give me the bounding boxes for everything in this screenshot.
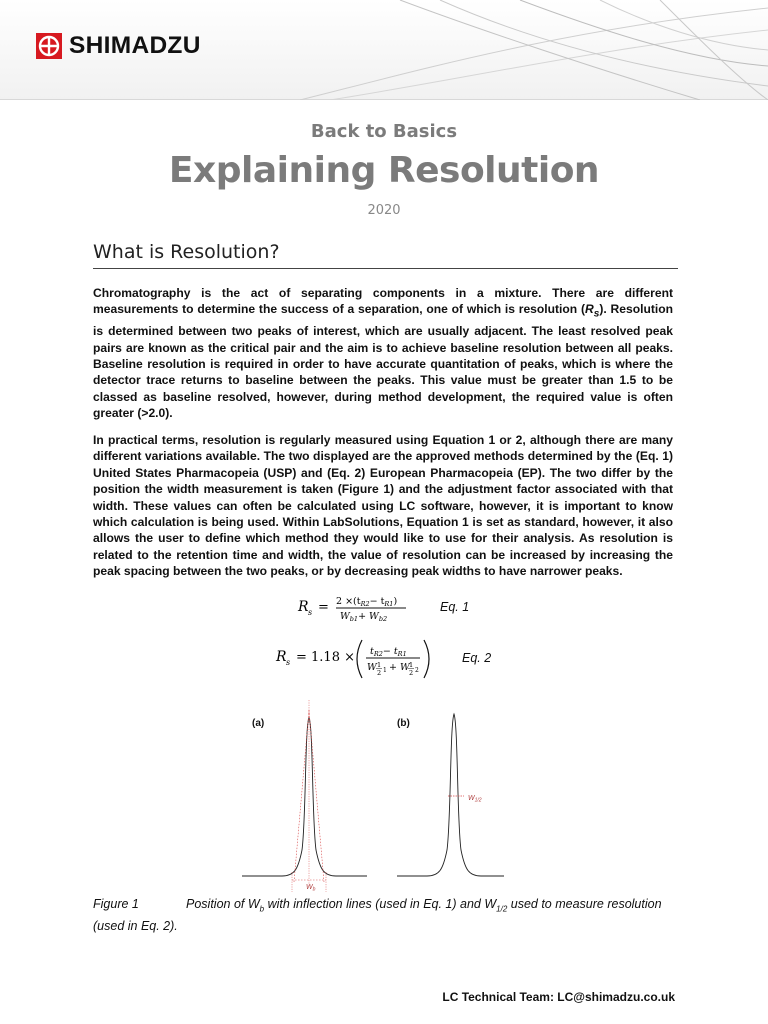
figure-caption	[93, 896, 673, 935]
eq1-equals: =	[318, 600, 329, 615]
eq2-lhs-sub: s	[286, 658, 291, 667]
svg-text:Wb1+ Wb2	[340, 611, 387, 623]
eq1-den-plus: + W	[358, 611, 379, 622]
eq1-num-sub2: R1	[384, 600, 394, 608]
caption-text-2: with inflection lines (used in Eq. 1) and W	[264, 897, 497, 911]
brand-name: SHIMADZU	[69, 31, 201, 59]
eq2-equals: = 1.18 ×	[296, 650, 355, 665]
eq2-den-a: W	[367, 662, 377, 673]
eq2-half-num-b: 1	[409, 661, 414, 669]
caption-sub-1: b	[259, 904, 265, 914]
resolution-symbol: R	[585, 302, 594, 317]
svg-text:2 ×(tR2− tR1)	[336, 596, 397, 608]
caption-sub-2: 1/2	[496, 904, 508, 914]
eq2-num-b-sub: R1	[397, 650, 407, 658]
shimadzu-logo-icon	[36, 33, 62, 59]
eq2-den-b-sub: 2	[415, 667, 419, 674]
eq2-half-den-a: 2	[377, 669, 382, 677]
eq1-num-sub1: R2	[360, 600, 370, 608]
caption-text-1: Position of W	[186, 897, 260, 911]
eq2-num-a: t	[370, 646, 374, 657]
section-divider	[93, 268, 678, 269]
figure-panel-a-label: (a)	[252, 718, 265, 729]
eq2-num-minus: − t	[382, 646, 398, 657]
eq1-numerator: 2 ×(t	[336, 596, 361, 607]
whalf-label: $W_{1/2}$	[468, 795, 482, 804]
eq1-den-a: W	[340, 611, 350, 622]
paragraph-1-part-1: Chromatography is the act of separating components in a mixture. There are different measurements to determine the success of a separation, one of which is resolution (	[93, 286, 673, 317]
eq2-num-a-sub: R2	[373, 650, 383, 658]
svg-text:tR2− tR1	[370, 646, 407, 658]
page-title: Explaining Resolution	[168, 150, 600, 191]
eq1-label: Eq. 1	[440, 600, 470, 614]
caption-text-3: used to measure resolution (used in Eq. 2).	[93, 897, 662, 933]
eq2-lhs: R	[276, 649, 287, 665]
resolution-symbol-sub: s	[593, 308, 600, 320]
section-heading: What is Resolution?	[93, 241, 280, 263]
caption-label: Figure 1	[93, 897, 139, 911]
peak-a	[242, 718, 367, 876]
wb-label: $W_b$	[306, 884, 316, 893]
eq2-half-num-a: 1	[377, 661, 382, 669]
eq1-num-mid: − t	[369, 596, 385, 607]
eq2-den-plus: + W	[389, 662, 410, 673]
eq1-num-end: )	[393, 596, 398, 607]
equation-2	[274, 634, 444, 684]
paragraph-2: In practical terms, resolution is regularly measured using Equation 1 or 2, although there are many different variations available. The two displayed are the approved methods determined by the (Eq. 1) United States Pharmacopeia (USP) and (Eq. 2) European Pharmacopeia (EP). The two differ by the position the width measurement is taken (Figure 1) and the adjustment factor associated with that width. These values can often be calculated using LC software, however, it is important to know which calculation is being used. Within LabSolutions, Equation 1 is set as standard, however, it also allows the user to define which method they would like to use for their analysis. As resolution is related to the retention time and width, the value of resolution can be increased by increasing the peak spacing between the two peaks, or by decreasing peak widths to have narrower peaks.	[93, 433, 673, 579]
eyebrow-title: Back to Basics	[310, 121, 458, 142]
eq1-den-a-sub: b1	[349, 615, 359, 623]
footer-contact[interactable]: LC Technical Team: LC@shimadzu.co.uk	[442, 990, 675, 1004]
paragraph-1-part-2: ). Resolution is determined between two peaks of interest, which are usually adjacent. The least resolved peak pairs are known as the critical pair and the aim is to achieve baseline resolution between all peaks. Baseline resolution is required in order to have accurate quantitation of peaks, which is where the detector trace returns to baseline between the peaks. This value must be greater than 1.5 to be classed as baseline resolved, however, during method development, the required value is often greater (>2.0).	[93, 302, 674, 421]
eq2-half-den-b: 2	[409, 669, 414, 677]
shimadzu-logo	[36, 31, 201, 61]
figure-1	[232, 700, 532, 900]
eq1-den-b-sub: b2	[378, 615, 388, 623]
eq1-lhs-sub: s	[308, 608, 313, 617]
equation-1	[296, 592, 436, 626]
peak-b	[397, 714, 504, 876]
year: 2020	[367, 203, 401, 218]
eq2-label: Eq. 2	[462, 651, 492, 665]
figure-panel-b-label: (b)	[397, 718, 410, 729]
paragraph-1	[93, 285, 673, 422]
eq2-den-a-sub: 1	[383, 667, 387, 674]
eq1-lhs: R	[298, 599, 309, 615]
